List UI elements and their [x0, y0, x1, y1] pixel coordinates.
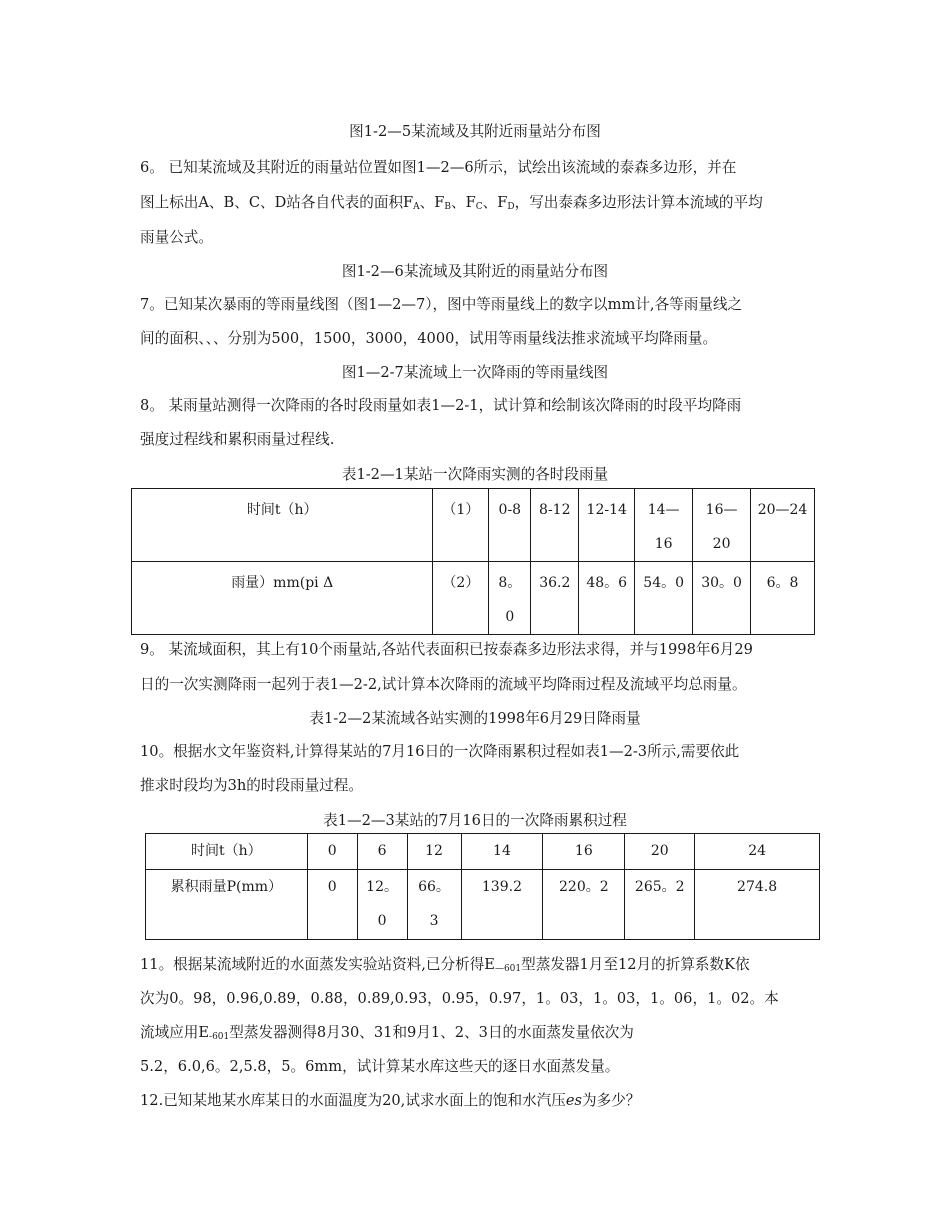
q11-text-a: 11。根据某流域附近的水面蒸发实验站资料,已分析得E	[140, 956, 495, 973]
question-6-line-1: 6。 已知某流域及其附近的雨量站位置如图1—2—6所示，试绘出该流域的泰森多边形，并在	[140, 159, 737, 176]
table-cell	[693, 489, 751, 562]
question-11-line-4: 5.2，6.0,6。2,5.8，5。6mm，试计算某水库这些天的逐日水面蒸发量。	[140, 1058, 620, 1075]
question-10-line-1: 10。根据水文年鉴资料,计算得某站的7月16日的一次降雨累积过程如表1—2-3所示,需要依此	[140, 743, 740, 760]
cell-line: 14—	[647, 502, 680, 518]
cell-line: 12。	[366, 879, 398, 895]
table-row	[146, 834, 820, 870]
row-header-cumulative-rainfall: 累积雨量P(mm）	[146, 870, 308, 940]
table-cell	[489, 562, 531, 635]
table-cell: 20—24	[751, 489, 815, 562]
table-cell	[635, 489, 693, 562]
q6-sub-a: A	[413, 202, 420, 212]
figure-caption-1-2-7: 图1—2-7某流域上一次降雨的等雨量线图	[341, 364, 609, 381]
table-cell: 20	[625, 834, 695, 870]
q6-sub-d: D	[507, 202, 515, 212]
q6-sep-2: 、F	[451, 194, 476, 211]
question-12-line-1	[140, 1091, 820, 1111]
table-cell: 24	[695, 834, 820, 870]
row-header-rainfall: 雨量）mm(pi Δ	[132, 562, 433, 635]
cell-line: 0	[505, 609, 515, 625]
table-cell: 274.8	[695, 870, 820, 940]
cell-line: 0	[377, 913, 387, 929]
q6-text-b: ，写出泰森多边形法计算本流域的平均	[514, 194, 763, 211]
q11-subscript-2: -601	[209, 1032, 230, 1042]
table-cell: 6	[357, 834, 407, 870]
table-1-2-1-caption: 表1-2—1某站一次降雨实测的各时段雨量	[341, 466, 609, 483]
question-7-line-2: 间的面积、、、分别为500，1500，3000，4000，试用等雨量线法推求流域平均降雨量。	[140, 330, 718, 347]
table-row	[146, 870, 820, 940]
table-1-2-3-caption: 表1—2—3某站的7月16日的一次降雨累积过程	[323, 812, 627, 829]
table-cell: 36.2	[531, 562, 579, 635]
q6-sub-c: C	[475, 202, 483, 212]
table-cell: 14	[461, 834, 543, 870]
q12-math-es: es	[565, 1092, 582, 1109]
cell-line: 16—	[705, 502, 738, 518]
question-7-line-1: 7。已知某次暴雨的等雨量线图（图1—2—7），图中等雨量线上的数字以mm计,各等雨量线之	[140, 296, 743, 313]
row-index-2: （2）	[433, 562, 489, 635]
q11-text-c: 流域应用E	[140, 1024, 210, 1041]
cell-line: 66。	[418, 879, 450, 895]
q11-text-b: 型蒸发器1月至12月的折算系数K依	[521, 956, 750, 973]
table-cell: 12-14	[579, 489, 635, 562]
question-8-line-1: 8。 某雨量站测得一次降雨的各时段雨量如表1—2-1，试计算和绘制该次降雨的时段平均降雨	[140, 397, 742, 414]
table-cell: 48。6	[579, 562, 635, 635]
table-1-2-1	[131, 488, 815, 635]
q6-sep-3: 、F	[482, 194, 508, 211]
question-11-line-2: 次为0。98，0.96,0.89，0.88，0.89,0.93，0.95，0.97，1。03，1。03，1。06，1。02。本	[140, 990, 779, 1007]
table-cell: 12	[407, 834, 461, 870]
table-cell: 220。2	[543, 870, 625, 940]
table-row	[132, 562, 815, 635]
table-cell: 54。0	[635, 562, 693, 635]
q12-text-a: 12.已知某地某水库某日的水面温度为20,试求水面上的饱和水汽压	[140, 1092, 566, 1109]
cell-line: 3	[429, 913, 439, 929]
q6-sep-1: 、F	[419, 194, 445, 211]
table-cell	[357, 870, 407, 940]
q12-text-b: 为多少？	[582, 1092, 641, 1109]
question-9-line-2: 日的一次实测降雨一起列于表1—2-2,试计算本次降雨的流域平均降雨过程及流域平均总雨量。	[140, 676, 747, 693]
question-8-line-2: 强度过程线和累积雨量过程线.	[140, 431, 335, 448]
cell-line: 8。	[498, 575, 522, 591]
table-1-2-2-caption: 表1-2—2某流域各站实测的1998年6月29日降雨量	[309, 710, 641, 727]
figure-caption-1-2-6: 图1-2—6某流域及其附近的雨量站分布图	[341, 263, 609, 280]
question-6-line-2	[140, 193, 820, 217]
q11-text-d: 型蒸发器测得8月30、31和9月1、2、3日的水面蒸发量依次为	[229, 1024, 634, 1041]
q11-subscript: —601	[494, 964, 522, 974]
figure-caption-1-2-5: 图1-2—5某流域及其附近雨量站分布图	[349, 123, 601, 140]
table-cell: 0-8	[489, 489, 531, 562]
q6-text-a: 图上标出A、B、C、D站各自代表的面积F	[140, 194, 414, 211]
table-cell: 8-12	[531, 489, 579, 562]
table-cell: 0	[307, 834, 357, 870]
question-6-line-3: 雨量公式。	[140, 229, 213, 246]
question-11-line-3	[140, 1023, 820, 1047]
row-header-time: 时间t（h）	[132, 489, 433, 562]
table-cell: 265。2	[625, 870, 695, 940]
question-9-line-1: 9。 某流域面积，其上有10个雨量站,各站代表面积已按泰森多边形法求得，并与1998年6月29	[140, 641, 753, 658]
table-cell: 16	[543, 834, 625, 870]
table-cell: 139.2	[461, 870, 543, 940]
cell-line: 16	[654, 536, 673, 552]
table-row	[132, 489, 815, 562]
q6-sub-b: B	[444, 202, 452, 212]
cell-line: 20	[712, 536, 731, 552]
table-cell: 0	[307, 870, 357, 940]
row-index-1: （1）	[433, 489, 489, 562]
question-11-line-1	[140, 955, 820, 979]
table-1-2-3	[145, 833, 820, 940]
table-cell: 30。0	[693, 562, 751, 635]
table-cell	[407, 870, 461, 940]
row-header-time: 时间t（h）	[146, 834, 308, 870]
question-10-line-2: 推求时段均为3h的时段雨量过程。	[140, 777, 363, 794]
table-cell: 6。8	[751, 562, 815, 635]
